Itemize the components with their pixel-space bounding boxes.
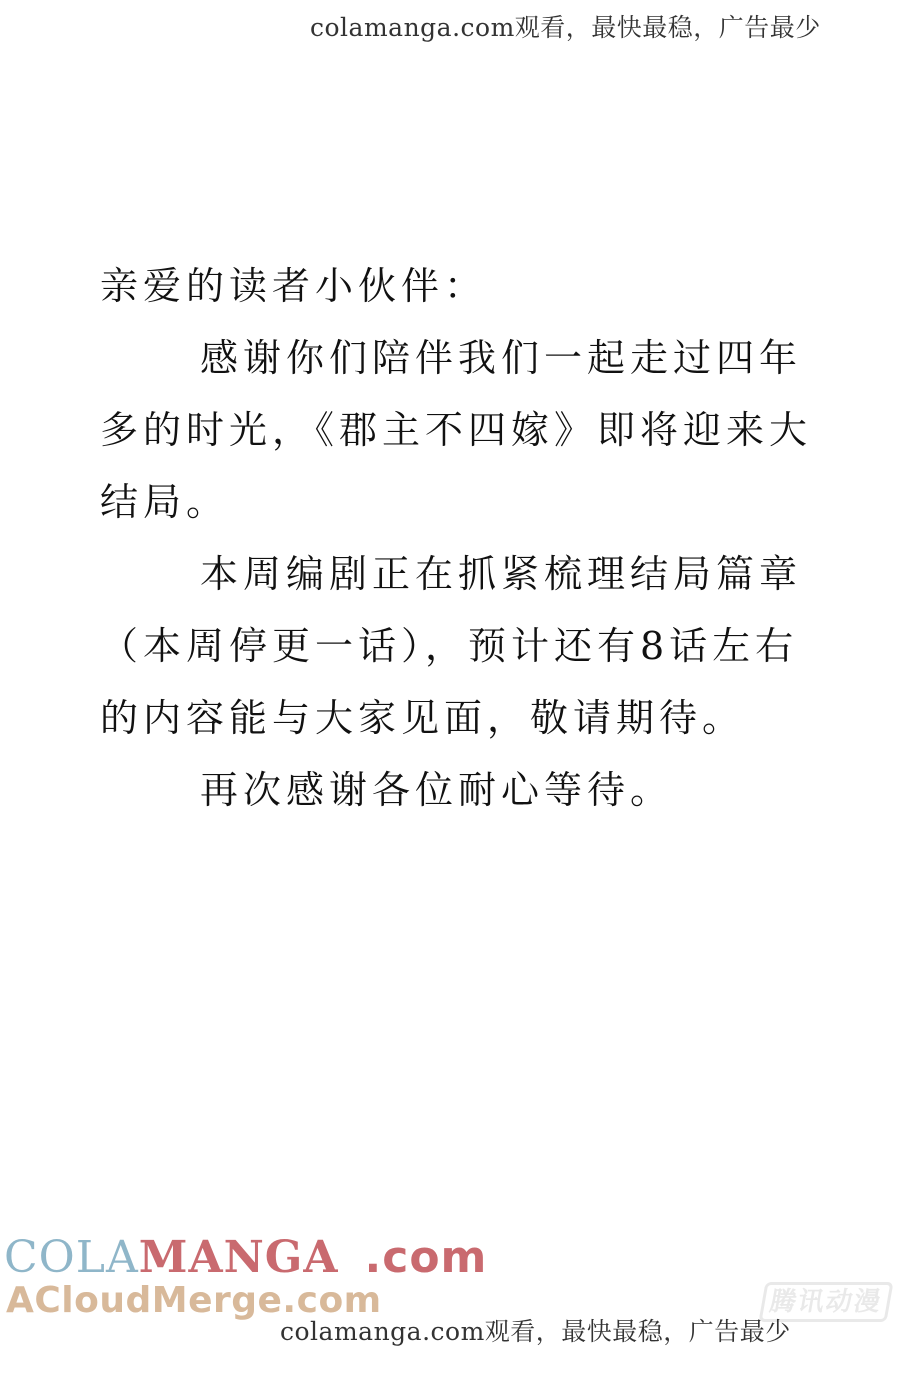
acloudmerge-watermark: ACloudMerge.com bbox=[6, 1280, 382, 1321]
letter-paragraph: 感谢你们陪伴我们一起走过四年多的时光，《郡主不四嫁》即将迎来大结局。 bbox=[100, 336, 813, 524]
watermark-cola: COLA bbox=[4, 1232, 139, 1283]
watermark-manga: MANGA bbox=[138, 1232, 339, 1283]
letter-salutation: 亲爱的读者小伙伴： bbox=[100, 264, 488, 308]
tencent-logo-text: 腾讯动漫 bbox=[758, 1282, 893, 1322]
top-banner-text: colamanga.com观看，最快最稳，广告最少 bbox=[310, 13, 821, 42]
letter-paragraph: 本周编剧正在抓紧梳理结局篇章（本周停更一话），预计还有8话左右的内容能与大家见面，敬请期待。 bbox=[100, 552, 803, 740]
watermark-dotcom: .com bbox=[364, 1232, 488, 1283]
announcement-letter bbox=[100, 250, 820, 826]
letter-paragraph: 再次感谢各位耐心等待。 bbox=[200, 768, 674, 812]
bottom-banner-text: colamanga.com观看，最快最稳，广告最少 bbox=[280, 1317, 791, 1346]
colamanga-watermark bbox=[4, 1232, 487, 1283]
